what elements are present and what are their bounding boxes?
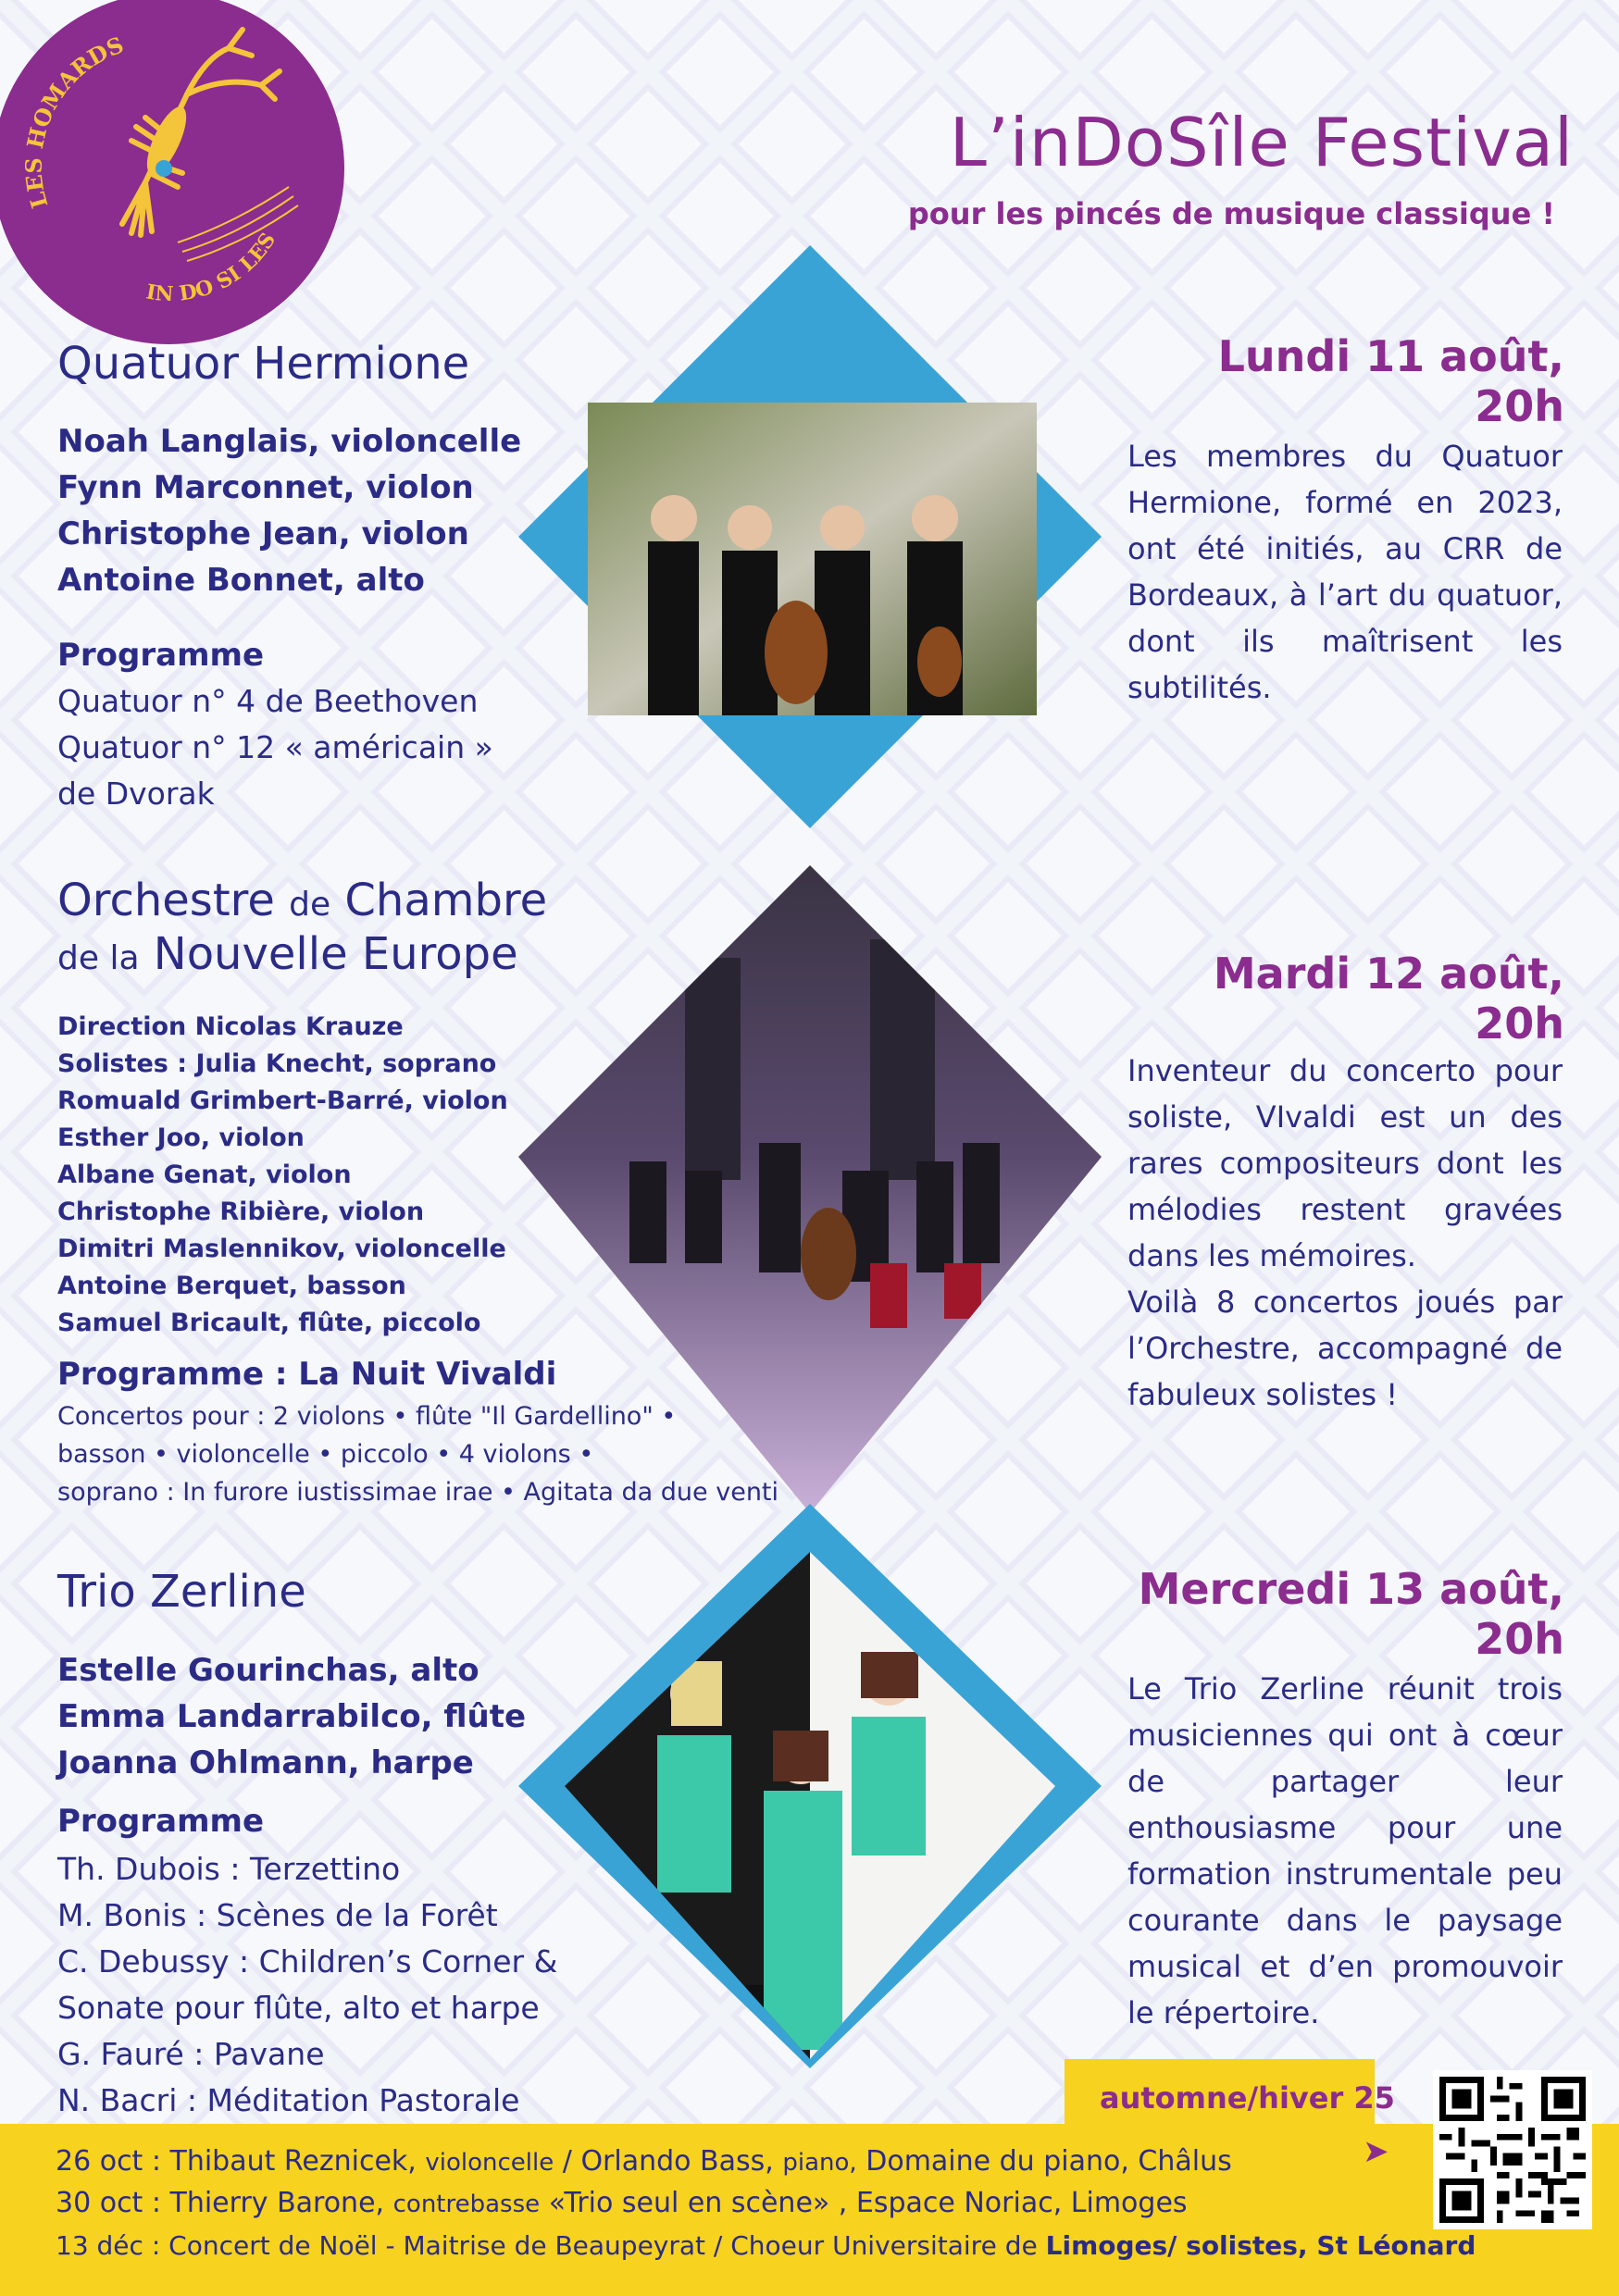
qr-code[interactable] bbox=[1433, 2070, 1592, 2229]
event-text: «Trio seul en scène» , Espace Noriac, Limoges bbox=[548, 2187, 1188, 2219]
program-list bbox=[57, 678, 493, 817]
event-text: 30 oct : Thierry Barone, bbox=[56, 2187, 385, 2219]
event-text: 13 déc : Concert de Noël - Maitrise de Beaupeyrat / Choeur Universitaire de bbox=[56, 2230, 1038, 2261]
program-item: Sonate pour flûte, alto et harpe bbox=[57, 1990, 540, 2026]
musician: Direction Nicolas Krauze bbox=[57, 1012, 404, 1041]
musician: Emma Landarrabilco, flûte bbox=[57, 1698, 527, 1735]
festival-subtitle: pour les pincés de musique classique ! bbox=[907, 196, 1555, 231]
program-heading: Programme bbox=[57, 637, 265, 674]
event-text: / Orlando Bass, bbox=[562, 2145, 774, 2178]
musician: Fynn Marconnet, violon bbox=[57, 469, 474, 506]
ensemble-word: de la bbox=[57, 939, 140, 977]
festival-logo bbox=[0, 0, 344, 344]
ensemble-word: Nouvelle Europe bbox=[153, 928, 518, 980]
event-line bbox=[56, 2187, 1188, 2219]
musician: Joanna Ohlmann, harpe bbox=[57, 1744, 474, 1781]
program-item: N. Bacri : Méditation Pastorale bbox=[57, 2082, 520, 2118]
program-item: de Dvorak bbox=[57, 776, 215, 812]
lobster-icon bbox=[0, 0, 344, 344]
photo-diamond-trio bbox=[518, 1504, 1102, 2068]
event-text: piano, bbox=[782, 2149, 857, 2177]
musician: Solistes : Julia Knecht, soprano bbox=[57, 1049, 497, 1078]
event-text: 26 oct : Thibaut Reznicek, bbox=[56, 2145, 417, 2178]
musician: Christophe Jean, violon bbox=[57, 515, 469, 552]
photo-diamond-quatuor bbox=[518, 245, 1102, 828]
program-item: M. Bonis : Scènes de la Forêt bbox=[57, 1897, 498, 1933]
event-text: Limoges/ solistes, St Léonard bbox=[1045, 2230, 1476, 2261]
festival-title: L’inDoSîle Festival bbox=[949, 104, 1574, 181]
arrow-right-icon: ➤ bbox=[1363, 2133, 1389, 2170]
ensemble-name-line1 bbox=[57, 875, 547, 926]
program-item: Concertos pour : 2 violons • flûte "Il Gardellino" • bbox=[57, 1402, 677, 1431]
ensemble-word: Orchestre bbox=[57, 875, 275, 926]
concert-date: Mercredi 13 août, 20h bbox=[1138, 1564, 1564, 1664]
season-label: automne/hiver 25 bbox=[1100, 2080, 1395, 2116]
program-item: Th. Dubois : Terzettino bbox=[57, 1851, 401, 1887]
program-item: soprano : In furore iustissimae irae • Agitata da due venti bbox=[57, 1478, 779, 1507]
musicians-list bbox=[57, 418, 521, 603]
logo-bottom-text: IN DO SI LES bbox=[143, 228, 281, 307]
musician: Antoine Berquet, basson bbox=[57, 1272, 406, 1300]
event-text: violoncelle bbox=[425, 2149, 554, 2177]
concert-description bbox=[1127, 1666, 1563, 2036]
concert-description bbox=[1127, 1048, 1563, 1418]
description-text: Inventeur du concerto pour soliste, VIvaldi est un des rares compositeurs dont les mélodies restent gravées dans les mémoires. bbox=[1127, 1053, 1563, 1273]
qr-code-icon bbox=[1433, 2070, 1592, 2229]
program-item: Quatuor n° 12 « américain » bbox=[57, 729, 493, 765]
musician: Christophe Ribière, violon bbox=[57, 1198, 425, 1226]
event-text: contrebasse bbox=[392, 2191, 541, 2218]
ensemble-name: Trio Zerline bbox=[57, 1566, 306, 1618]
ensemble-name-line2 bbox=[57, 928, 518, 980]
concert-description bbox=[1127, 433, 1563, 711]
concert-date: Lundi 11 août, 20h bbox=[1217, 331, 1564, 431]
concert-date: Mardi 12 août, 20h bbox=[1213, 949, 1564, 1049]
musicians-list bbox=[57, 1647, 526, 1786]
program-heading: Programme : La Nuit Vivaldi bbox=[57, 1356, 557, 1393]
program-item: Quatuor n° 4 de Beethoven bbox=[57, 683, 479, 719]
musician: Esther Joo, violon bbox=[57, 1123, 305, 1152]
musician: Noah Langlais, violoncelle bbox=[57, 423, 522, 460]
description-text: Voilà 8 concertos joués par l’Orchestre, accompagné de fabuleux solistes ! bbox=[1127, 1285, 1563, 1412]
musician: Samuel Bricault, flûte, piccolo bbox=[57, 1309, 481, 1337]
musician: Dimitri Maslennikov, violoncelle bbox=[57, 1235, 506, 1263]
program-item: basson • violoncelle • piccolo • 4 violons • bbox=[57, 1440, 594, 1469]
program-list bbox=[57, 1397, 778, 1511]
ensemble-word: Chambre bbox=[344, 875, 548, 926]
logo-top-text: LES HOMARDS bbox=[19, 31, 128, 212]
musicians-list bbox=[57, 1009, 508, 1342]
program-item: G. Fauré : Pavane bbox=[57, 2036, 325, 2072]
program-heading: Programme bbox=[57, 1803, 265, 1840]
svg-text:LES HOMARDS bbox=[20, 31, 128, 212]
musician: Albane Genat, violon bbox=[57, 1160, 352, 1189]
program-list bbox=[57, 1846, 557, 2124]
event-line bbox=[56, 2145, 1232, 2178]
event-text: Domaine du piano, Châlus bbox=[866, 2145, 1232, 2178]
description-text: Les membres du Quatuor Hermione, formé en 2023, ont été initiés, au CRR de Bordeaux, à l’art du quatuor, dont ils maîtrisent les subtilités. bbox=[1127, 439, 1563, 705]
ensemble-name: Quatuor Hermione bbox=[57, 338, 470, 390]
musician: Estelle Gourinchas, alto bbox=[57, 1652, 479, 1689]
musician: Antoine Bonnet, alto bbox=[57, 562, 425, 599]
event-line bbox=[56, 2230, 1476, 2261]
description-text: Le Trio Zerline réunit trois musiciennes qui ont à cœur de partager leur enthousiasme pour une formation instrumentale peu courante dans le paysage musical et d’en promouvoir le répertoire. bbox=[1127, 1671, 1563, 2030]
musician: Romuald Grimbert-Barré, violon bbox=[57, 1086, 508, 1115]
ensemble-word: de bbox=[289, 886, 331, 924]
program-item: C. Debussy : Children’s Corner & bbox=[57, 1943, 558, 1980]
